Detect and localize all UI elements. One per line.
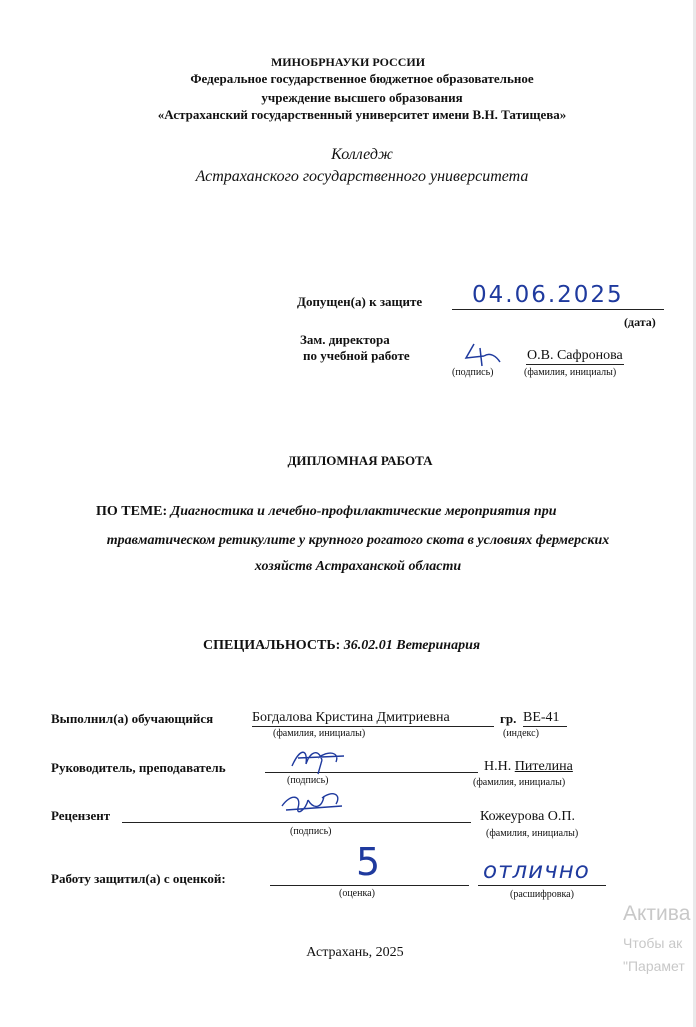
footer-city-year: Астрахань, 2025 <box>306 945 404 960</box>
student-name-caption: (фамилия, инициалы) <box>273 728 366 739</box>
supervisor-signature-caption: (подпись) <box>287 775 329 786</box>
deputy-signature <box>460 338 504 370</box>
deputy-name: О.В. Сафронова <box>527 348 623 363</box>
topic-line-3: хозяйств Астраханской области <box>254 559 462 574</box>
grade-caption: (оценка) <box>339 888 375 899</box>
supervisor-label: Руководитель, преподаватель <box>51 760 226 775</box>
supervisor-signature <box>288 742 346 776</box>
reviewer-signature <box>276 786 348 822</box>
specialty-row <box>203 638 480 654</box>
specialty-value: 36.02.01 Ветеринария <box>343 638 481 653</box>
deputy-name-caption: (фамилия, инициалы) <box>524 367 617 378</box>
grade-words: отлично <box>483 858 590 884</box>
deputy-line-2: по учебной работе <box>303 348 410 363</box>
defense-label: Работу защитил(а) с оценкой: <box>51 871 226 886</box>
supervisor-name-prefix: Н.Н. <box>484 759 512 774</box>
group-caption: (индекс) <box>503 728 539 739</box>
group-label: гр. <box>500 711 517 726</box>
org-line-3: «Астраханский государственный университет имени В.Н. Татищева» <box>157 107 567 122</box>
college-line-1: Колледж <box>331 146 393 163</box>
reviewer-signature-line <box>122 822 471 823</box>
org-line-1: Федеральное государственное бюджетное образовательное <box>190 71 534 86</box>
date-line <box>452 309 664 310</box>
student-label: Выполнил(а) обучающийся <box>51 711 214 726</box>
org-line-2: учреждение высшего образования <box>261 90 463 105</box>
grade-words-caption: (расшифровка) <box>510 889 574 900</box>
supervisor-name-caption: (фамилия, инициалы) <box>473 777 566 788</box>
specialty-label: СПЕЦИАЛЬНОСТЬ: <box>203 638 341 653</box>
date-caption: (дата) <box>624 315 656 329</box>
supervisor-name-surname: Пителина <box>514 759 573 774</box>
deputy-signature-caption: (подпись) <box>452 367 494 378</box>
deputy-line-1: Зам. директора <box>300 332 390 347</box>
topic-line-2: травматическом ретикулите у крупного рогатого скота в условиях фермерских <box>106 533 610 548</box>
watermark-line-1: Актива <box>623 902 691 925</box>
ministry-title: МИНОБРНАУКИ РОССИИ <box>270 55 426 69</box>
topic-label: ПО ТЕМЕ: <box>96 504 168 519</box>
grade-value: 5 <box>356 840 381 884</box>
topic-text-1: Диагностика и лечебно-профилактические мероприятия при <box>170 504 557 519</box>
grade-words-line <box>478 885 606 886</box>
admitted-label: Допущен(а) к защите <box>297 294 423 309</box>
college-line-2: Астраханского государственного университета <box>195 168 529 185</box>
watermark-line-3: "Парамет <box>623 958 685 974</box>
reviewer-name: Кожеурова О.П. <box>480 809 576 824</box>
group-value: ВЕ-41 <box>523 710 567 727</box>
work-type-title: ДИПЛОМНАЯ РАБОТА <box>287 453 433 468</box>
student-name: Богдалова Кристина Дмитриевна <box>252 710 494 727</box>
topic-line-1 <box>96 504 557 520</box>
admitted-date: 04.06.2025 <box>472 282 624 308</box>
grade-line <box>270 885 469 886</box>
reviewer-label: Рецензент <box>51 808 111 823</box>
reviewer-signature-caption: (подпись) <box>290 826 332 837</box>
watermark-line-2: Чтобы ак <box>623 935 683 951</box>
supervisor-name <box>484 759 573 775</box>
reviewer-name-caption: (фамилия, инициалы) <box>486 828 579 839</box>
